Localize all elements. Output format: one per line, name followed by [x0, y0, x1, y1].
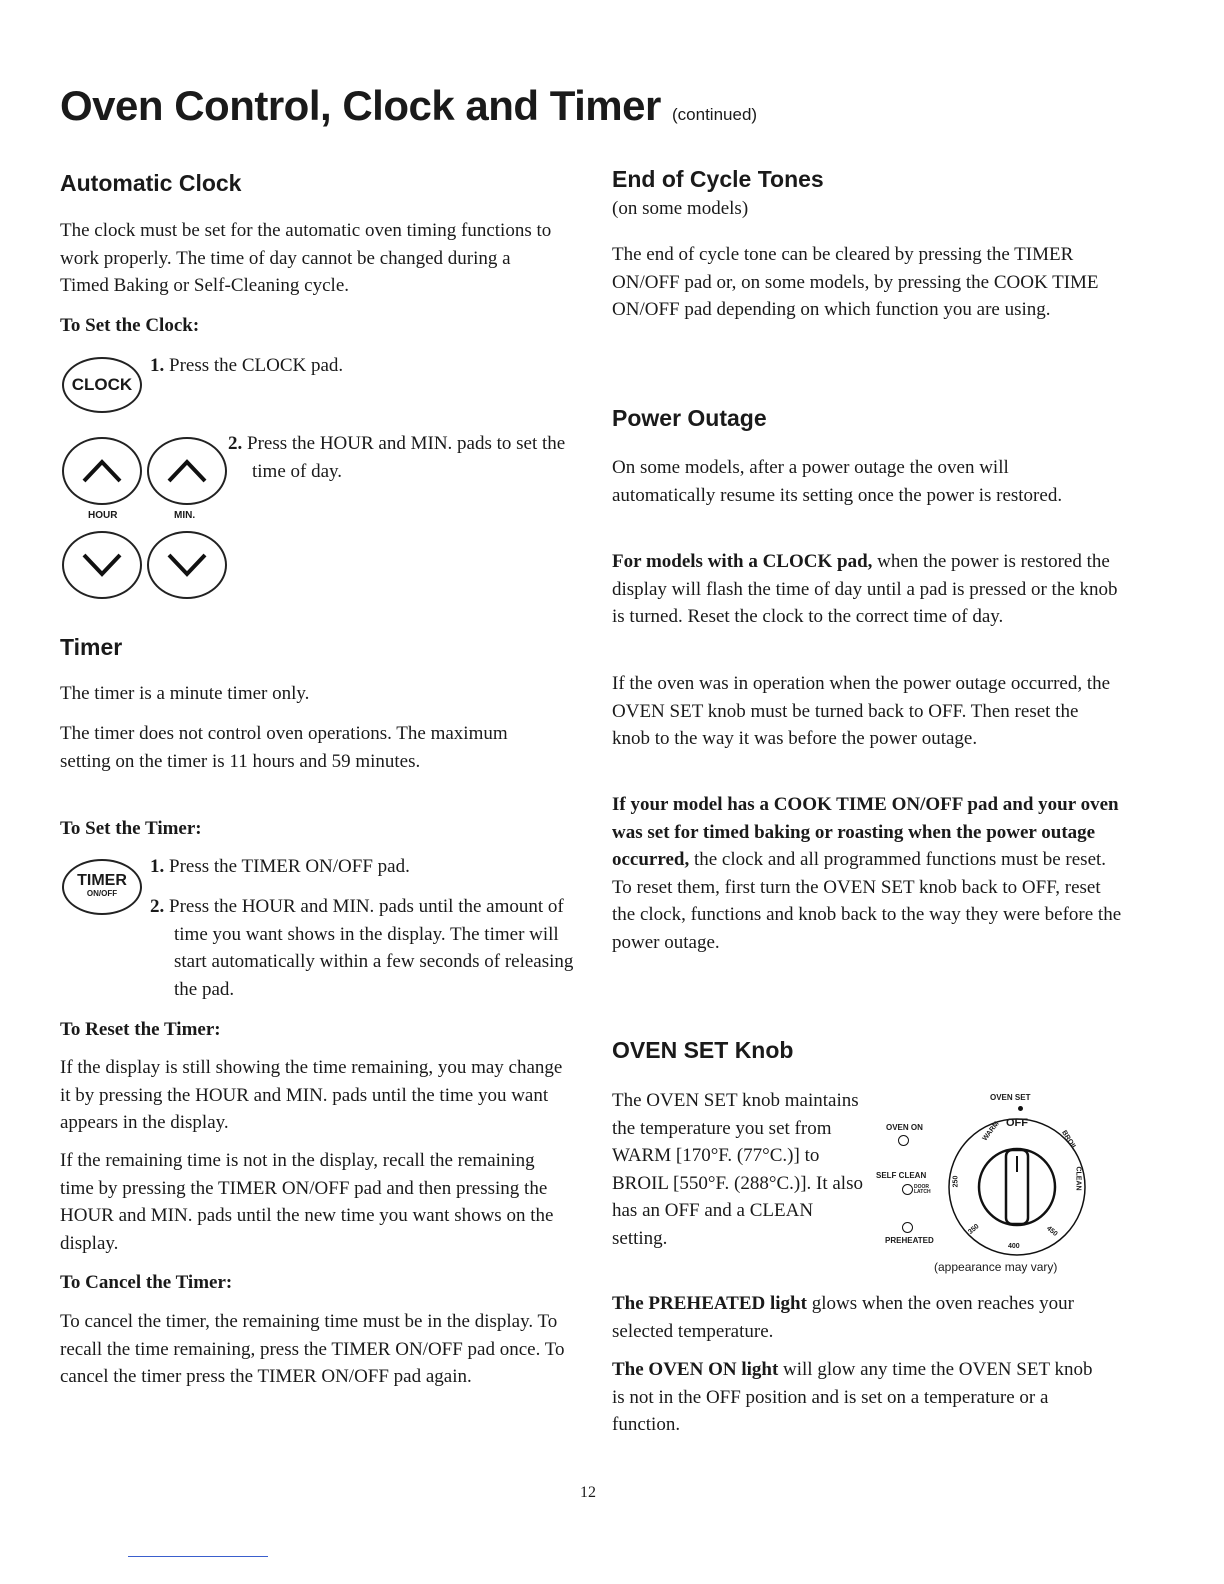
set-clock-step-2-number: 2.: [228, 433, 243, 454]
set-timer-step-1: [150, 853, 582, 881]
knob-clean-label: CLEAN: [1074, 1166, 1082, 1191]
power-outage-p2-text: when the power is restored the display will flash the time of day until a pad is pressed or the knob is turned. Reset the clock to the correct time of day.: [612, 551, 1118, 627]
timer-pad-label: TIMER: [77, 872, 127, 889]
cancel-timer-label: To Cancel the Timer:: [60, 1272, 233, 1293]
hour-down-icon: [62, 531, 142, 599]
door-latch-light-icon: [902, 1184, 913, 1195]
set-clock-step-2: [228, 430, 582, 485]
end-of-cycle-p: The end of cycle tone can be cleared by pressing the TIMER ON/OFF pad or, on some models, by pressing the COOK TIME ON/OFF pad depending on which function you are using.: [612, 244, 1099, 320]
power-outage-heading: Power Outage: [612, 405, 767, 431]
reset-timer-label: To Reset the Timer:: [60, 1019, 221, 1040]
end-of-cycle-sub: (on some models): [612, 198, 749, 219]
set-clock-label: To Set the Clock:: [60, 315, 200, 336]
page-number: 12: [580, 1484, 596, 1501]
timer-p1: The timer is a minute timer only.: [60, 683, 310, 704]
oven-on-light-p-bold: The OVEN ON light: [612, 1359, 779, 1380]
oven-on-label: OVEN ON: [886, 1123, 923, 1132]
oven-on-light-p-text: will glow any time the OVEN SET knob is not in the OFF position and is set on a temperature or a function.: [612, 1359, 1093, 1435]
set-timer-step-1-number: 1.: [150, 856, 165, 877]
page-title-main: Oven Control, Clock and Timer: [60, 82, 661, 129]
knob-warm-label: WARM: [981, 1120, 1001, 1143]
power-outage-p2-bold: For models with a CLOCK pad,: [612, 551, 873, 572]
appearance-note: (appearance may vary): [934, 1260, 1058, 1274]
clock-pad-label: CLOCK: [71, 375, 133, 394]
cancel-timer-p: To cancel the timer, the remaining time must be in the display. To recall the time remaining, press the TIMER ON/OFF pad once. To cancel the timer press the TIMER ON/OFF pad again.: [60, 1311, 565, 1387]
preheated-light-p-bold: The PREHEATED light: [612, 1293, 807, 1314]
knob-250-label: 250: [952, 1175, 960, 1188]
knob-title: OVEN SET: [990, 1093, 1031, 1102]
min-up-icon: [147, 437, 227, 505]
set-timer-label: To Set the Timer:: [60, 818, 202, 839]
oven-on-light-icon: [898, 1135, 909, 1146]
end-of-cycle-heading: End of Cycle Tones: [612, 166, 824, 192]
min-down-icon: [147, 531, 227, 599]
knob-off-label: OFF: [1006, 1117, 1028, 1129]
oven-set-heading: OVEN SET Knob: [612, 1037, 794, 1063]
knob-450-label: 450: [1045, 1225, 1059, 1238]
set-clock-step-1-number: 1.: [150, 355, 165, 376]
knob-400-label: 400: [1008, 1243, 1020, 1250]
power-outage-p2: [612, 548, 1122, 631]
power-outage-p1: On some models, after a power outage the oven will automatically resume its setting once the power is restored.: [612, 457, 1063, 506]
preheated-light-p: [612, 1290, 1122, 1345]
timer-heading: Timer: [60, 634, 123, 660]
power-outage-p3: If the oven was in operation when the power outage occurred, the OVEN SET knob must be turned back to OFF. Then reset the knob to the way it was before the power outage.: [612, 673, 1111, 749]
reset-timer-p2: If the remaining time is not in the display, recall the remaining time by pressing the TIMER ON/OFF pad and then pressing the HOUR and MIN. pads until the new time you want shows on the display.: [60, 1150, 554, 1254]
page-title-suffix: (continued): [672, 105, 758, 124]
self-clean-label: SELF CLEAN: [876, 1171, 927, 1180]
hour-pad-label: HOUR: [88, 510, 118, 521]
set-timer-step-2: [150, 893, 589, 1003]
knob-indicator-dot: [1018, 1106, 1023, 1111]
preheated-label: PREHEATED: [885, 1236, 934, 1245]
set-clock-step-2-text: Press the HOUR and MIN. pads to set the time of day.: [247, 433, 566, 482]
set-timer-step-2-text: Press the HOUR and MIN. pads until the amount of time you want shows in the display. The timer will start automatically within a few seconds of releasing the pad.: [169, 896, 574, 1000]
automatic-clock-heading: Automatic Clock: [60, 170, 242, 196]
knob-broil-label: BROIL: [1060, 1129, 1078, 1152]
knob-350-label: 350: [967, 1223, 981, 1236]
door-latch-label: DOOR LATCH: [914, 1184, 931, 1195]
oven-set-p1: The OVEN SET knob maintains the temperature you set from WARM [170°F. (77°C.)] to BROIL [550°F. (288°C.)]. It also has an OFF and a CLEAN setting.: [612, 1090, 863, 1249]
set-clock-step-1-text: Press the CLOCK pad.: [169, 355, 344, 376]
timer-p2: The timer does not control oven operations. The maximum setting on the timer is 11 hours and 59 minutes.: [60, 723, 508, 772]
set-timer-step-1-text: Press the TIMER ON/OFF pad.: [169, 856, 410, 877]
reset-timer-p1: If the display is still showing the time remaining, you may change it by pressing the HOUR and MIN. pads until the time you want appears in the display.: [60, 1057, 563, 1133]
set-clock-step-1: [150, 352, 550, 380]
automatic-clock-intro: The clock must be set for the automatic oven timing functions to work properly. The time of day cannot be changed during a Timed Baking or Self-Cleaning cycle.: [60, 220, 552, 296]
clock-pad-icon: [62, 357, 142, 413]
oven-on-light-p: [612, 1356, 1107, 1439]
power-outage-p4-text: the clock and all programmed functions must be reset. To reset them, first turn the OVEN SET knob back to OFF, reset the clock, functions and knob back to the way they were before the power outage.: [612, 849, 1122, 953]
page-title: [60, 82, 757, 130]
preheated-light-p-text: glows when the oven reaches your selected temperature.: [612, 1293, 1074, 1342]
power-outage-p4: [612, 791, 1122, 956]
timer-pad-icon: [62, 859, 142, 915]
min-pad-label: MIN.: [174, 510, 196, 521]
set-timer-step-2-number: 2.: [150, 896, 165, 917]
hour-up-icon: [62, 437, 142, 505]
preheated-light-icon: [902, 1222, 913, 1233]
power-outage-p4-bold: If your model has a COOK TIME ON/OFF pad and your oven was set for timed baking or roasting when the power outage occurred,: [612, 794, 1119, 870]
footer-rule: [128, 1556, 268, 1557]
timer-pad-sublabel: ON/OFF: [86, 889, 118, 898]
